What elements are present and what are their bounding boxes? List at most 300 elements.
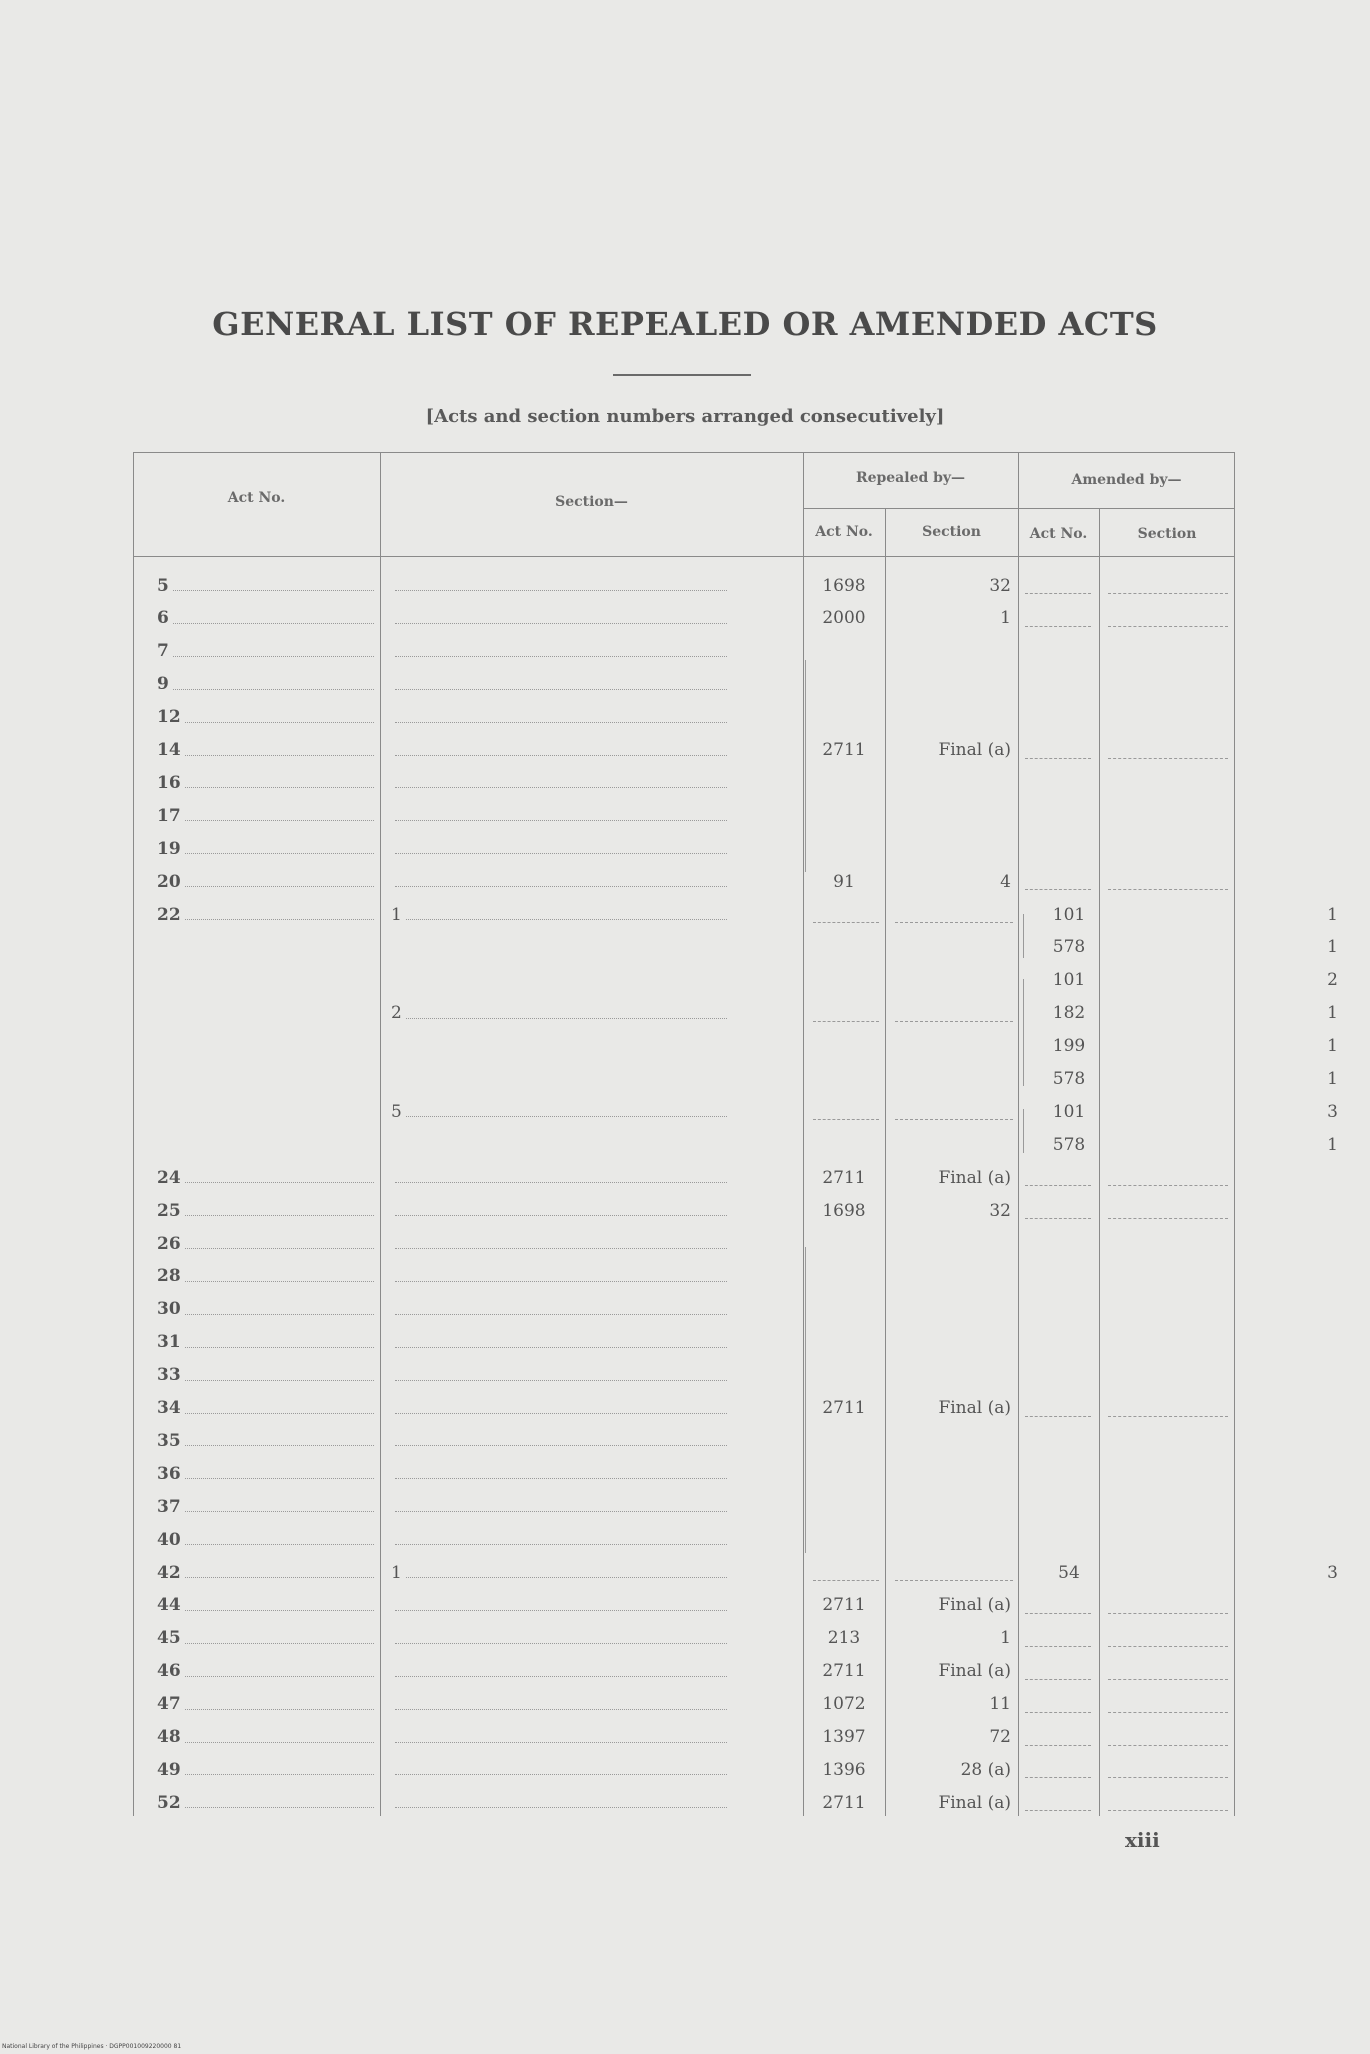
amended-section-cell-text: 1 [1327, 1036, 1338, 1057]
leader-dots [406, 1116, 727, 1117]
table-row [133, 1721, 1235, 1754]
repealed-act-cell [809, 964, 879, 997]
leader-dots [395, 689, 727, 690]
amended-act-cell [1039, 1227, 1099, 1260]
act-number-cell-text: 46 [157, 1661, 181, 1682]
empty-entry-dashes [1108, 1745, 1228, 1746]
repealed-section-cell [893, 898, 1011, 931]
table-row [133, 766, 1235, 799]
section-cell [391, 1359, 733, 1392]
repealed-act-cell [809, 865, 879, 898]
table-row [133, 602, 1235, 635]
repealed-section-cell [893, 1227, 1011, 1260]
repealed-act-cell-text: 1698 [822, 1200, 866, 1221]
amended-section-cell [1118, 1655, 1338, 1688]
act-number-cell [157, 832, 380, 865]
repealed-section-cell [893, 1523, 1011, 1556]
empty-entry-dashes [1108, 758, 1228, 759]
leader-dots [173, 623, 374, 624]
repealed-act-cell [809, 602, 879, 635]
section-cell [391, 569, 733, 602]
table-row [133, 569, 1235, 602]
amended-section-cell [1118, 898, 1338, 931]
repealed-section-cell [893, 1786, 1011, 1819]
amended-section-cell [1118, 1359, 1338, 1392]
amended-section-cell [1118, 668, 1338, 701]
empty-entry-dashes [1025, 1646, 1091, 1647]
amended-act-cell-text: 199 [1052, 1036, 1086, 1057]
empty-entry-dashes [1108, 889, 1228, 890]
title-rule [613, 374, 751, 376]
leader-dots [395, 1676, 727, 1677]
repealed-section-cell [893, 1063, 1011, 1096]
leader-dots [173, 590, 374, 591]
amended-section-cell [1118, 766, 1338, 799]
group-brace-line [805, 660, 806, 872]
repealed-act-cell [809, 1457, 879, 1490]
section-cell [391, 898, 733, 931]
repealed-section-text: Final (a) [938, 1661, 1011, 1682]
repealed-act-cell-text: 2711 [822, 1167, 866, 1188]
header-repealed-section: Section [922, 524, 981, 540]
act-number-cell-text: 48 [157, 1727, 181, 1747]
table-row [133, 832, 1235, 865]
act-number-cell [157, 1095, 380, 1128]
act-number-cell [157, 1490, 380, 1523]
repealed-section-cell [893, 865, 1011, 898]
section-cell [391, 1161, 733, 1194]
table-row [133, 865, 1235, 898]
table-row [133, 1392, 1235, 1425]
empty-entry-dashes [1108, 593, 1228, 594]
repealed-act-cell-text: 1072 [822, 1694, 866, 1715]
amended-section-cell-text: 1 [1327, 1003, 1338, 1024]
repealed-act-cell-text: 1698 [822, 575, 866, 596]
leader-dots [406, 1577, 727, 1578]
amended-act-cell [1039, 1326, 1099, 1359]
amended-section-cell [1118, 1457, 1338, 1490]
empty-entry-dashes [1108, 1777, 1228, 1778]
repealed-section-cell [893, 1161, 1011, 1194]
amended-act-cell [1039, 1359, 1099, 1392]
amended-act-cell [1039, 701, 1099, 734]
repealed-section-cell [893, 1128, 1011, 1161]
section-cell [391, 865, 733, 898]
leader-dots [395, 1544, 727, 1545]
amended-section-cell [1118, 1194, 1338, 1227]
page-title: GENERAL LIST OF REPEALED OR AMENDED ACTS [212, 305, 1158, 343]
amended-section-cell [1118, 1030, 1338, 1063]
repealed-act-cell [809, 635, 879, 668]
empty-entry-dashes [1025, 593, 1091, 594]
table-row [133, 635, 1235, 668]
amended-section-cell [1118, 1490, 1338, 1523]
amended-section-cell [1118, 569, 1338, 602]
leader-dots [185, 1709, 374, 1710]
repealed-section-cell [893, 799, 1011, 832]
header-repealed-act-no: Act No. [815, 524, 873, 540]
empty-entry-dashes [1108, 1218, 1228, 1219]
leader-dots [185, 787, 374, 788]
amended-act-cell [1039, 1753, 1099, 1786]
amended-act-cell [1039, 1128, 1099, 1161]
repealed-act-cell-text: 2000 [822, 608, 866, 629]
empty-entry-dashes [895, 922, 1013, 923]
act-number-cell [157, 799, 380, 832]
section-cell [391, 1260, 733, 1293]
table-row [133, 734, 1235, 767]
repealed-act-cell [809, 1589, 879, 1622]
leader-dots [406, 1018, 727, 1019]
table-row [133, 1786, 1235, 1819]
repealed-section-cell [893, 1030, 1011, 1063]
repealed-act-cell [809, 1095, 879, 1128]
act-number-cell-text: 42 [157, 1562, 181, 1583]
amended-section-cell-text: 3 [1327, 1101, 1338, 1122]
leader-dots [395, 1215, 727, 1216]
empty-entry-dashes [1025, 1712, 1091, 1713]
amended-section-cell [1118, 1063, 1338, 1096]
empty-entry-dashes [1025, 1810, 1091, 1811]
act-number-cell [157, 635, 380, 668]
act-number-cell [157, 1721, 380, 1754]
section-cell-text: 2 [391, 1003, 402, 1024]
amended-section-cell [1118, 1095, 1338, 1128]
amended-act-cell-text: 182 [1052, 1003, 1086, 1024]
act-number-cell-text: 30 [157, 1299, 181, 1320]
leader-dots [185, 820, 374, 821]
leader-dots [395, 1478, 727, 1479]
amended-section-cell-text: 1 [1327, 1069, 1338, 1089]
act-number-cell [157, 1194, 380, 1227]
group-brace-line [1023, 1109, 1024, 1153]
amended-section-cell [1118, 734, 1338, 767]
section-cell [391, 766, 733, 799]
repealed-amended-table [133, 452, 1338, 1816]
section-cell [391, 832, 733, 865]
repealed-section-text: Final (a) [938, 740, 1011, 760]
act-number-cell [157, 1523, 380, 1556]
repealed-act-cell [809, 832, 879, 865]
repealed-section-cell [893, 931, 1011, 964]
section-cell [391, 1194, 733, 1227]
section-cell [391, 997, 733, 1030]
repealed-act-cell [809, 1260, 879, 1293]
repealed-act-cell [809, 1359, 879, 1392]
amended-section-cell [1118, 1392, 1338, 1425]
table-row [133, 1095, 1338, 1128]
repealed-act-cell [809, 1128, 879, 1161]
section-cell [391, 799, 733, 832]
act-number-cell-text: 20 [157, 871, 181, 892]
leader-dots [185, 1182, 374, 1183]
section-cell [391, 668, 733, 701]
amended-act-cell [1039, 832, 1099, 865]
act-number-cell [157, 1589, 380, 1622]
leader-dots [395, 1807, 727, 1808]
empty-entry-dashes [1108, 1416, 1228, 1417]
act-number-cell [157, 1688, 380, 1721]
table-row [133, 1260, 1235, 1293]
act-number-cell-text: 40 [157, 1529, 181, 1550]
repealed-section-cell [893, 1753, 1011, 1786]
repealed-section-cell [893, 1293, 1011, 1326]
amended-act-cell [1039, 602, 1099, 635]
act-number-cell [157, 1392, 380, 1425]
leader-dots [395, 656, 727, 657]
amended-section-cell [1118, 931, 1338, 964]
act-number-cell [157, 898, 380, 931]
leader-dots [185, 1577, 374, 1578]
section-cell [391, 1688, 733, 1721]
repealed-section-cell [893, 997, 1011, 1030]
act-number-cell [157, 1359, 380, 1392]
leader-dots [185, 919, 374, 920]
repealed-act-cell [809, 1424, 879, 1457]
amended-section-cell [1118, 1523, 1338, 1556]
table-row [133, 1030, 1338, 1063]
empty-entry-dashes [813, 1021, 879, 1022]
empty-entry-dashes [1025, 1416, 1091, 1417]
table-row [133, 1063, 1338, 1096]
repealed-section-cell [893, 734, 1011, 767]
section-cell [391, 1227, 733, 1260]
act-number-cell-text: 28 [157, 1266, 181, 1287]
table-row [133, 1161, 1235, 1194]
leader-dots [185, 1215, 374, 1216]
act-number-cell-text: 31 [157, 1332, 181, 1353]
leader-dots [185, 1774, 374, 1775]
table-row [133, 1128, 1338, 1161]
leader-dots [395, 1413, 727, 1414]
repealed-act-cell [809, 734, 879, 767]
table-row [133, 964, 1338, 997]
act-number-cell [157, 1227, 380, 1260]
amended-act-cell [1039, 1786, 1099, 1819]
repealed-section-cell [893, 1721, 1011, 1754]
act-number-cell [157, 1161, 380, 1194]
repealed-section-cell [893, 1424, 1011, 1457]
repealed-section-cell [893, 766, 1011, 799]
section-cell [391, 1457, 733, 1490]
leader-dots [395, 590, 727, 591]
leader-dots [395, 820, 727, 821]
empty-entry-dashes [1025, 1613, 1091, 1614]
act-number-cell [157, 701, 380, 734]
repealed-act-cell [809, 931, 879, 964]
repealed-section-text: Final (a) [938, 1167, 1011, 1188]
section-cell-text: 1 [391, 1562, 402, 1583]
leader-dots [185, 722, 374, 723]
amended-section-cell [1118, 1161, 1338, 1194]
act-number-cell-text: 25 [157, 1200, 181, 1221]
repealed-act-cell [809, 1622, 879, 1655]
repealed-section-cell [893, 832, 1011, 865]
repealed-act-cell [809, 1326, 879, 1359]
amended-act-cell [1039, 997, 1099, 1030]
amended-act-cell [1039, 1655, 1099, 1688]
act-number-cell [157, 997, 380, 1030]
header-act-no: Act No. [227, 490, 286, 506]
act-number-cell [157, 734, 380, 767]
footer-credit: National Library of the Philippines · DGPP001009220000 81 [2, 2043, 182, 2050]
amended-act-cell [1039, 1194, 1099, 1227]
repealed-act-cell-text: 1397 [822, 1727, 866, 1747]
amended-act-cell [1039, 1457, 1099, 1490]
amended-section-cell [1118, 964, 1338, 997]
act-number-cell [157, 1293, 380, 1326]
amended-act-cell [1039, 635, 1099, 668]
table-row [133, 1326, 1235, 1359]
repealed-section-cell [893, 1260, 1011, 1293]
repealed-act-cell [809, 569, 879, 602]
table-row [133, 1688, 1235, 1721]
act-number-cell-text: 5 [157, 575, 169, 596]
header-section: Section— [555, 494, 628, 510]
amended-act-cell-text: 101 [1052, 1101, 1086, 1122]
repealed-section-text: 1 [1000, 1628, 1011, 1649]
repealed-section-cell [893, 1490, 1011, 1523]
amended-act-cell [1039, 898, 1099, 931]
amended-section-cell [1118, 1688, 1338, 1721]
amended-act-cell [1039, 1063, 1099, 1096]
repealed-act-cell [809, 1194, 879, 1227]
repealed-section-text: 28 (a) [960, 1759, 1011, 1780]
amended-act-cell [1039, 668, 1099, 701]
amended-act-cell [1039, 1556, 1099, 1589]
amended-section-cell [1118, 635, 1338, 668]
leader-dots [395, 853, 727, 854]
leader-dots [185, 1248, 374, 1249]
act-number-cell-text: 7 [157, 641, 169, 662]
amended-section-cell [1118, 997, 1338, 1030]
repealed-act-cell-text: 1396 [822, 1759, 866, 1780]
repealed-act-cell [809, 1753, 879, 1786]
repealed-section-cell [893, 635, 1011, 668]
act-number-cell-text: 16 [157, 772, 181, 793]
act-number-cell-text: 36 [157, 1463, 181, 1484]
act-number-cell-text: 33 [157, 1365, 181, 1386]
table-row [133, 1753, 1235, 1786]
repealed-act-cell-text: 91 [833, 871, 855, 892]
act-number-cell-text: 45 [157, 1628, 181, 1649]
leader-dots [395, 755, 727, 756]
repealed-section-text: Final (a) [938, 1595, 1011, 1616]
section-cell [391, 602, 733, 635]
act-number-cell-text: 6 [157, 608, 169, 629]
leader-dots [185, 1610, 374, 1611]
amended-section-cell [1118, 701, 1338, 734]
section-cell [391, 1721, 733, 1754]
amended-act-cell [1039, 931, 1099, 964]
empty-entry-dashes [1108, 1679, 1228, 1680]
section-cell [391, 1490, 733, 1523]
leader-dots [185, 1742, 374, 1743]
group-brace-line [805, 1247, 806, 1553]
section-cell-text: 1 [391, 904, 402, 925]
amended-section-cell-text: 1 [1327, 904, 1338, 925]
leader-dots [185, 1478, 374, 1479]
act-number-cell [157, 1457, 380, 1490]
leader-dots [173, 656, 374, 657]
amended-section-cell-text: 3 [1327, 1562, 1338, 1583]
header-amended-section: Section [1137, 526, 1197, 542]
empty-entry-dashes [1108, 626, 1228, 627]
amended-section-cell [1118, 799, 1338, 832]
empty-entry-dashes [1108, 1185, 1228, 1186]
table-row [133, 1359, 1235, 1392]
table-top-border [133, 452, 1235, 453]
act-number-cell-text: 26 [157, 1233, 181, 1254]
repealed-act-cell [809, 668, 879, 701]
empty-entry-dashes [1025, 1218, 1091, 1219]
repealed-act-cell [809, 1721, 879, 1754]
act-number-cell-text: 35 [157, 1430, 181, 1451]
table-subheader-rule [803, 508, 1235, 509]
leader-dots [185, 755, 374, 756]
leader-dots [395, 1182, 727, 1183]
act-number-cell-text: 12 [157, 707, 181, 728]
amended-act-cell-text: 578 [1052, 1134, 1086, 1155]
section-cell [391, 635, 733, 668]
table-row [133, 1589, 1235, 1622]
table-row [133, 1523, 1235, 1556]
repealed-act-cell [809, 1063, 879, 1096]
repealed-act-cell-text: 2711 [822, 740, 866, 760]
table-row [133, 1556, 1338, 1589]
section-cell [391, 1655, 733, 1688]
repealed-section-cell [893, 569, 1011, 602]
empty-entry-dashes [1108, 1810, 1228, 1811]
act-number-cell-text: 49 [157, 1759, 181, 1780]
amended-act-cell [1039, 1424, 1099, 1457]
repealed-act-cell-text: 2711 [822, 1661, 866, 1682]
amended-act-cell-text: 578 [1052, 1069, 1086, 1089]
act-number-cell-text: 44 [157, 1595, 181, 1616]
repealed-section-cell [893, 1622, 1011, 1655]
leader-dots [185, 886, 374, 887]
page-subtitle: [Acts and section numbers arranged consecutively] [425, 406, 945, 427]
section-cell [391, 1753, 733, 1786]
leader-dots [395, 1610, 727, 1611]
act-number-cell [157, 1556, 380, 1589]
amended-act-cell [1039, 569, 1099, 602]
act-number-cell-text: 52 [157, 1792, 181, 1813]
amended-section-cell [1118, 1721, 1338, 1754]
act-number-cell [157, 1753, 380, 1786]
leader-dots [185, 1676, 374, 1677]
amended-act-cell [1039, 799, 1099, 832]
page-number: xiii [1125, 1828, 1160, 1852]
amended-section-cell [1118, 1622, 1338, 1655]
header-amended-by: Amended by— [1071, 472, 1182, 488]
repealed-act-cell [809, 1161, 879, 1194]
table-row [133, 701, 1235, 734]
amended-act-cell [1039, 964, 1099, 997]
repealed-act-cell [809, 766, 879, 799]
act-number-cell-text: 34 [157, 1398, 181, 1418]
empty-entry-dashes [895, 1021, 1013, 1022]
leader-dots [395, 1347, 727, 1348]
leader-dots [185, 1544, 374, 1545]
table-row [133, 1424, 1235, 1457]
amended-section-cell [1118, 602, 1338, 635]
repealed-act-cell [809, 701, 879, 734]
amended-act-cell [1039, 1622, 1099, 1655]
table-row [133, 668, 1235, 701]
leader-dots [185, 853, 374, 854]
section-cell [391, 1095, 733, 1128]
